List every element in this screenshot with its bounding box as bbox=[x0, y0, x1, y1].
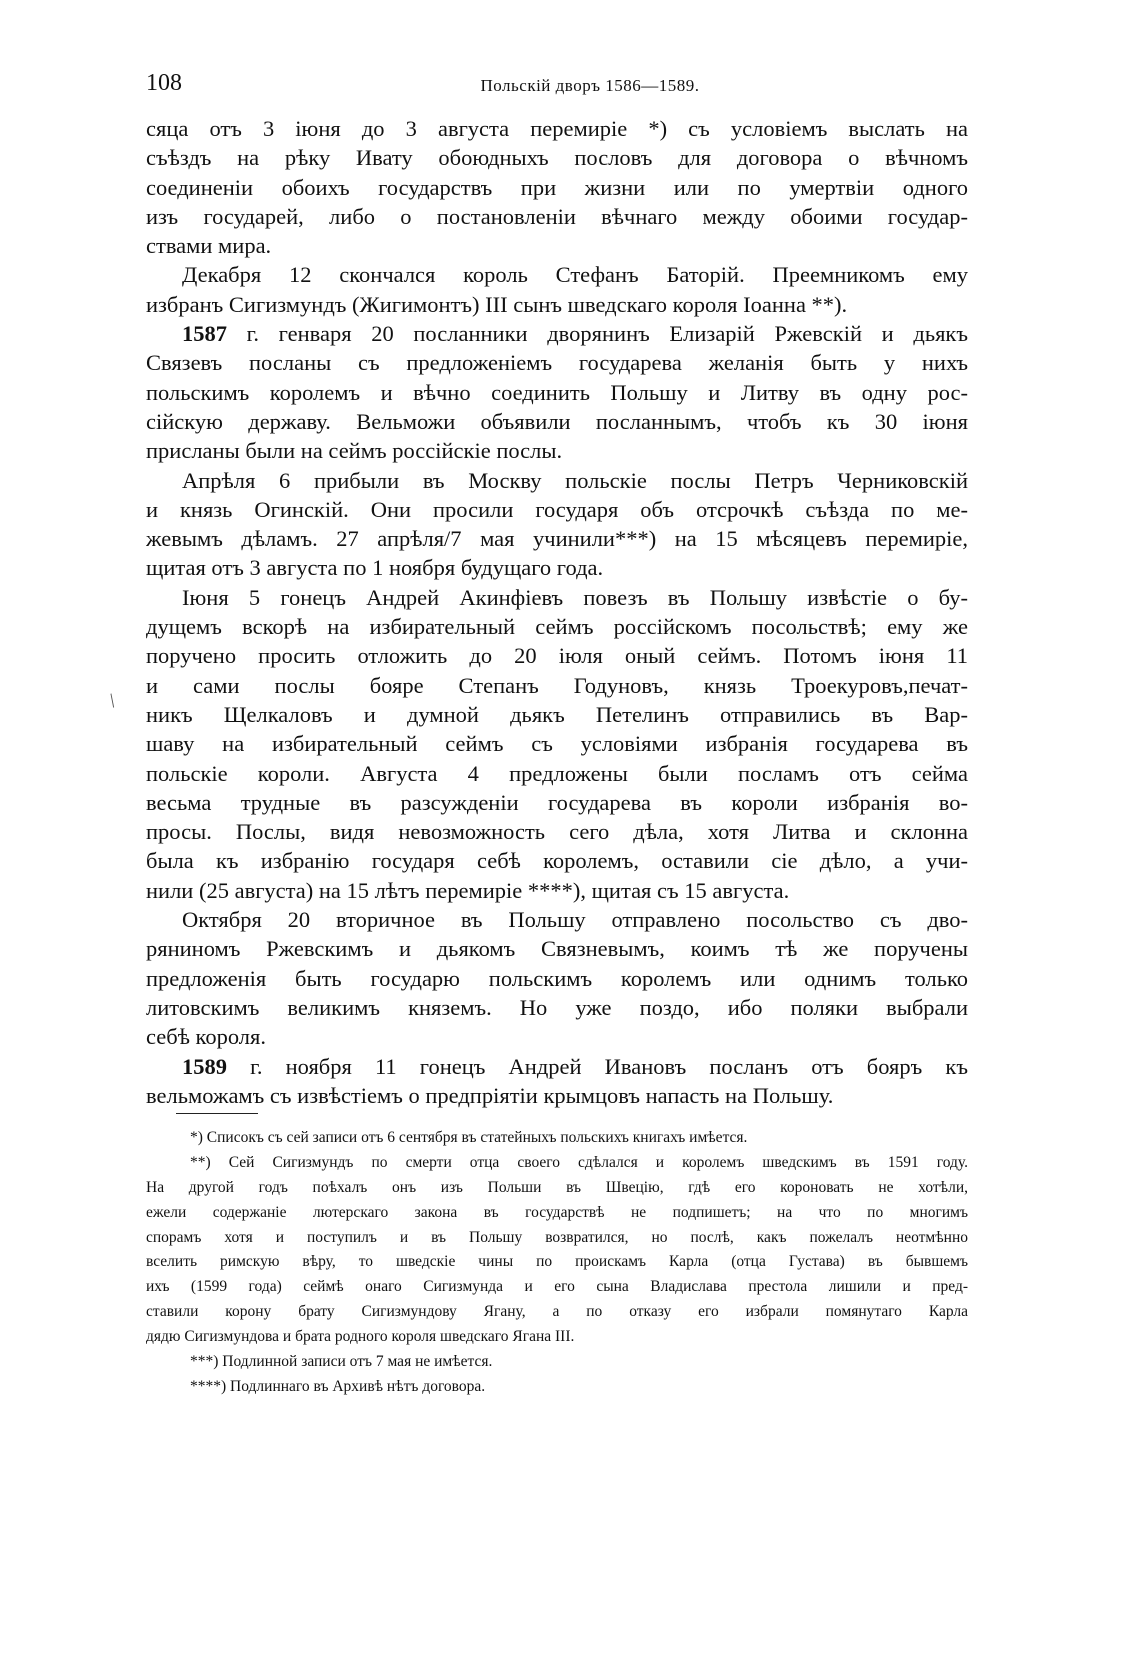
text-line bbox=[146, 436, 968, 465]
line-text: польскимъ королемъ и вѣчно соединить Польшу и Литву въ одну рос- bbox=[146, 379, 968, 405]
text-line bbox=[146, 876, 968, 905]
text-line bbox=[146, 114, 968, 143]
line-text: сійскую державу. Вельможи объявили посланнымъ, чтобъ къ 30 іюня bbox=[146, 408, 968, 434]
text-line bbox=[146, 1201, 968, 1226]
text-line bbox=[146, 260, 968, 289]
text-line bbox=[146, 671, 968, 700]
text-line bbox=[146, 319, 968, 348]
line-text: ежели содержаніе лютерскаго закона въ государствѣ не подпишетъ; на что по многимъ bbox=[146, 1203, 968, 1221]
line-text: ствами мира. bbox=[146, 233, 272, 259]
line-text: съѣздъ на рѣку Ивату обоюдныхъ пословъ для договора о вѣчномъ bbox=[146, 145, 968, 171]
text-line bbox=[146, 1151, 968, 1176]
text-line bbox=[146, 1176, 968, 1201]
text-line bbox=[146, 788, 968, 817]
line-text: дущемъ вскорѣ на избирательный сеймъ россійскомъ посольствѣ; ему же bbox=[146, 614, 968, 640]
line-text: ихъ (1599 года) сеймѣ онаго Сигизмунда и его сына Владислава престола лишили и пред- bbox=[146, 1278, 968, 1296]
line-text: литовскимъ великимъ княземъ. Но уже поздо, ибо поляки выбрали bbox=[146, 994, 968, 1020]
line-text: ряниномъ Ржевскимъ и дьякомъ Связневымъ, коимъ тѣ же поручены bbox=[146, 936, 968, 962]
text-line bbox=[146, 1350, 968, 1375]
text-line bbox=[146, 1275, 968, 1300]
text-line bbox=[146, 817, 968, 846]
text-line bbox=[146, 407, 968, 436]
text-line bbox=[146, 759, 968, 788]
line-text: вселить римскую вѣру, то шведскіе чины по проискамъ Карла (отца Густава) въ бывшемъ bbox=[146, 1253, 968, 1271]
text-line bbox=[146, 173, 968, 202]
paragraph bbox=[146, 583, 968, 905]
text-line bbox=[146, 231, 968, 260]
text-line bbox=[146, 964, 968, 993]
line-text: Декабря 12 скончался король Стефанъ Баторій. Преемникомъ ему bbox=[182, 262, 968, 288]
line-text: и сами послы бояре Степанъ Годуновъ, князь Троекуровъ,печат- bbox=[146, 672, 968, 698]
line-text: польскіе короли. Августа 4 предложены были посламъ отъ сейма bbox=[146, 760, 968, 786]
year-lead: 1589 bbox=[182, 1053, 227, 1079]
main-text bbox=[146, 114, 968, 1110]
line-text: избранъ Сигизмундъ (Жигимонтъ) III сынъ шведскаго короля Іоанна **). bbox=[146, 291, 848, 317]
line-text: ставили корону брату Сигизмундову Ягану, а по отказу его избрали помянутаго Карла bbox=[146, 1303, 968, 1321]
line-text: предложенія быть государю польскимъ королемъ или однимъ только bbox=[146, 965, 968, 991]
scan-mark: / bbox=[104, 690, 121, 712]
text-line bbox=[146, 290, 968, 319]
text-line bbox=[146, 378, 968, 407]
text-line bbox=[146, 641, 968, 670]
line-text: вельможамъ съ извѣстіемъ о предпріятіи крымцовъ напасть на Польшу. bbox=[146, 1082, 834, 1108]
text-line bbox=[146, 143, 968, 172]
line-text: была къ избранію государя себѣ королемъ, оставили сіе дѣло, а учи- bbox=[146, 848, 968, 874]
text-line bbox=[146, 1375, 968, 1400]
year-lead: 1587 bbox=[182, 321, 227, 347]
text-line bbox=[146, 934, 968, 963]
text-line bbox=[146, 1325, 968, 1350]
text-line bbox=[146, 1300, 968, 1325]
line-text: нили (25 августа) на 15 лѣтъ перемиріе ****), щитая съ 15 августа. bbox=[146, 877, 790, 903]
text-line bbox=[146, 1250, 968, 1275]
running-title: Польскій дворъ 1586—1589. bbox=[480, 76, 700, 95]
text-line bbox=[146, 612, 968, 641]
paragraph bbox=[146, 260, 968, 319]
line-text: соединеніи обоихъ государствъ при жизни или по умертвіи одного bbox=[146, 174, 968, 200]
footnote bbox=[146, 1151, 968, 1350]
text-line bbox=[146, 729, 968, 758]
text-line bbox=[146, 993, 968, 1022]
text-line bbox=[146, 1022, 968, 1051]
text-line bbox=[146, 700, 968, 729]
paragraph bbox=[146, 114, 968, 260]
line-text: себѣ короля. bbox=[146, 1024, 266, 1050]
line-text: поручено просить отложить до 20 іюля оный сеймъ. Потомъ іюня 11 bbox=[146, 643, 968, 669]
line-text: спорамъ хотя и поступилъ и въ Польшу возвратился, но послѣ, какъ пожелалъ неотмѣнно bbox=[146, 1228, 968, 1246]
paragraph bbox=[146, 1052, 968, 1111]
text-line bbox=[146, 466, 968, 495]
line-text: г. генваря 20 посланники дворянинъ Елизарій Ржевскій и дьякъ bbox=[227, 321, 968, 347]
line-text: просы. Послы, видя невозможность сего дѣла, хотя Литва и склонна bbox=[146, 819, 968, 845]
footnote bbox=[146, 1350, 968, 1375]
line-text: ****) Подлиннаго въ Архивѣ нѣтъ договора. bbox=[190, 1377, 486, 1395]
text-line bbox=[146, 524, 968, 553]
paragraph bbox=[146, 319, 968, 465]
text-line bbox=[146, 348, 968, 377]
line-text: Октября 20 вторичное въ Польшу отправлено посольство съ дво- bbox=[182, 907, 968, 933]
line-text: ***) Подлинной записи отъ 7 мая не имѣется. bbox=[190, 1353, 493, 1371]
footnote bbox=[146, 1375, 968, 1400]
text-line bbox=[146, 846, 968, 875]
text-line bbox=[146, 495, 968, 524]
line-text: и князь Огинскій. Они просили государя объ отсрочкѣ съѣзда по ме- bbox=[146, 496, 968, 522]
footnote bbox=[146, 1126, 968, 1151]
paragraph bbox=[146, 466, 968, 583]
line-text: присланы были на сеймъ россійскіе послы. bbox=[146, 438, 563, 464]
line-text: никъ Щелкаловъ и думной дьякъ Петелинъ отправились въ Вар- bbox=[146, 701, 968, 727]
text-line bbox=[146, 202, 968, 231]
line-text: Апрѣля 6 прибыли въ Москву польскіе послы Петръ Черниковскій bbox=[182, 467, 968, 493]
line-text: шаву на избирательный сеймъ съ условіями избранія государева въ bbox=[146, 731, 968, 757]
text-line bbox=[146, 905, 968, 934]
line-text: Іюня 5 гонецъ Андрей Акинфіевъ повезъ въ Польшу извѣстіе о бу- bbox=[182, 584, 968, 610]
line-text: На другой годъ поѣхалъ онъ изъ Польши въ Швецію, гдѣ его короновать не хотѣли, bbox=[146, 1178, 968, 1196]
text-line bbox=[146, 1052, 968, 1081]
text-line bbox=[146, 1226, 968, 1251]
text-line bbox=[146, 1081, 968, 1110]
line-text: щитая отъ 3 августа по 1 ноября будущаго года. bbox=[146, 555, 604, 581]
text-line bbox=[146, 583, 968, 612]
paragraph bbox=[146, 905, 968, 1051]
line-text: дядю Сигизмундова и брата родного короля шведскаго Ягана III. bbox=[146, 1328, 575, 1346]
footnote-divider bbox=[176, 1113, 258, 1114]
footnotes bbox=[146, 1126, 968, 1400]
line-text: сяца отъ 3 іюня до 3 августа перемиріе *) съ условіемъ выслать на bbox=[146, 116, 968, 141]
line-text: **) Сей Сигизмундъ по смерти отца своего сдѣлался и королемъ шведскимъ въ 1591 году. bbox=[190, 1153, 968, 1171]
text-line bbox=[146, 553, 968, 582]
page-number: 108 bbox=[146, 70, 182, 96]
line-text: весьма трудные въ разсужденіи государева въ короли избранія во- bbox=[146, 789, 968, 815]
line-text: *) Списокъ съ сей записи отъ 6 сентября въ статейныхъ польскихъ книгахъ имѣется. bbox=[190, 1129, 748, 1146]
line-text: изъ государей, либо о постановленіи вѣчнаго между обоими государ- bbox=[146, 203, 968, 229]
line-text: Связевъ посланы съ предложеніемъ государева желанія быть у нихъ bbox=[146, 350, 968, 376]
line-text: г. ноября 11 гонецъ Андрей Ивановъ посланъ отъ бояръ къ bbox=[227, 1053, 968, 1079]
line-text: жевымъ дѣламъ. 27 апрѣля/7 мая учинили***) на 15 мѣсяцевъ перемиріе, bbox=[146, 526, 968, 552]
text-line bbox=[146, 1126, 968, 1151]
